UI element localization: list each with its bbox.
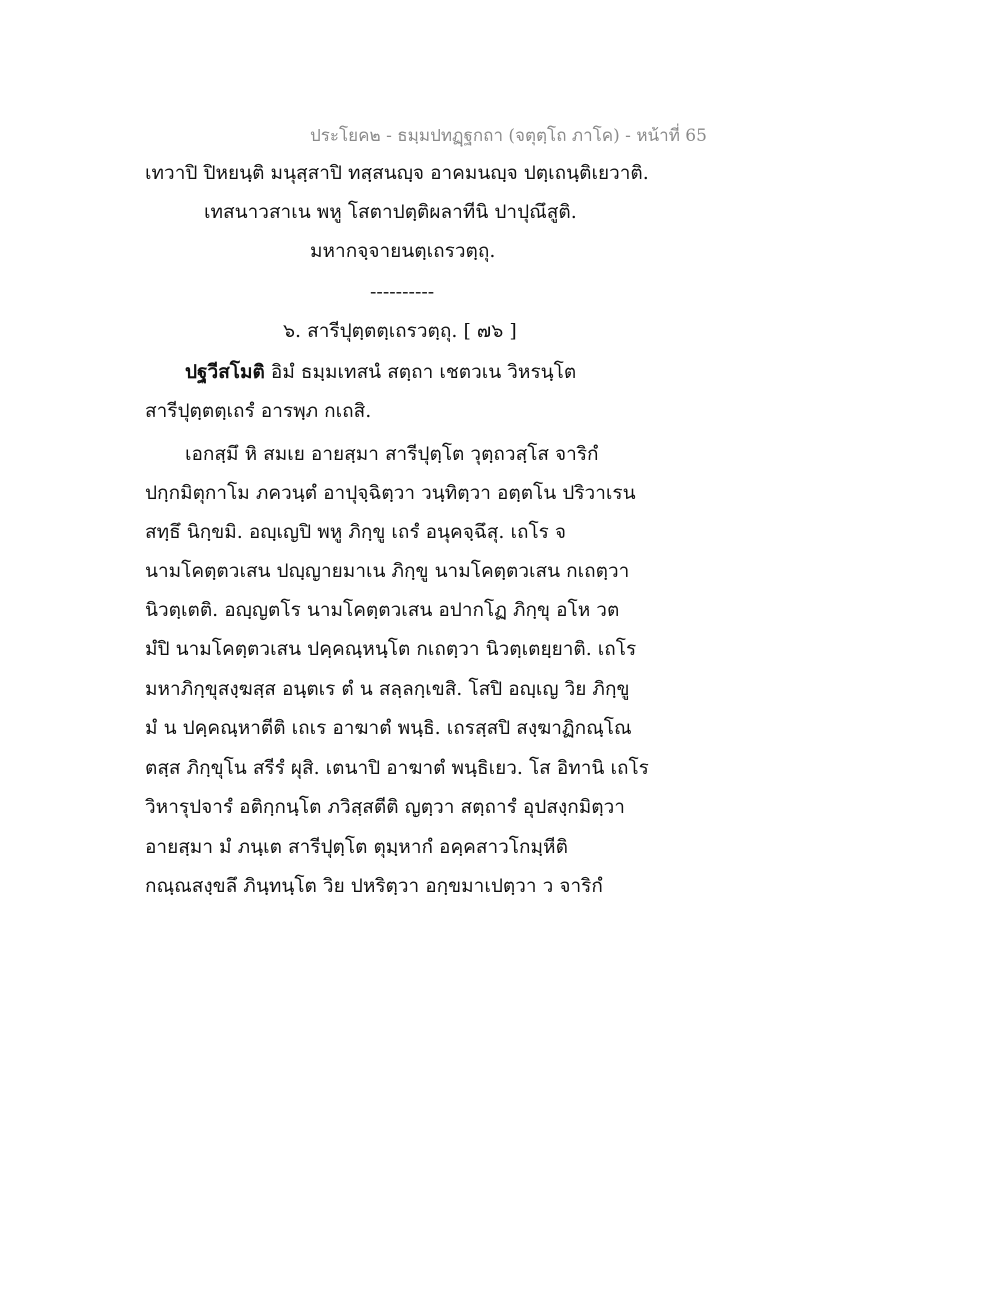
text-line-17: วิหารุปจารํ อติกฺกนฺโต ภวิสฺสตีติ ญตฺวา สตฺถารํ อุปสงฺกมิตฺวา xyxy=(145,796,625,818)
text-line-16: ตสฺส ภิกฺขุโน สรีรํ ผุสิ. เตนาปิ อาฆาตํ พนฺธิเยว. โส อิทานิ เถโร xyxy=(145,757,649,779)
text-line-9: ปกฺกมิตุกาโม ภควนฺตํ อาปุจฺฉิตฺวา วนฺทิตฺวา อตฺตโน ปริวาเรน xyxy=(145,482,636,504)
text-line-6-rest: อิมํ ธมฺมเทสนํ สตฺถา เชตวเน วิหรนฺโต xyxy=(264,361,577,383)
text-line-13: มํปิ นามโคตฺตวเสน ปคฺคณฺหนฺโต กเถตฺวา นิวตฺเตยฺยาติ. เถโร xyxy=(145,638,637,660)
running-header: ประโยค๒ - ธมฺมปทฏฺฐกถา (จตุตฺโถ ภาโค) - หน้าที่ 65 xyxy=(310,126,707,146)
text-line-6 xyxy=(185,359,576,385)
text-line-15: มํ น ปคฺคณฺหาตีติ เถเร อาฆาตํ พนฺธิ. เถรสฺสปิ สงฺฆาฏิกณฺโณ xyxy=(145,717,632,739)
story-end-title: มหากจฺจายนตฺเถรวตฺถุ. xyxy=(310,240,496,262)
text-line-2: เทสนาวสาเน พหู โสตาปตฺติผลาทีนิ ปาปุณึสูติ. xyxy=(204,201,577,223)
text-line-12: นิวตฺเตติ. อญฺญตโร นามโคตฺตวเสน อปากโฏ ภิกฺขุ อโห วต xyxy=(145,599,620,621)
text-line-7: สารีปุตฺตตฺเถรํ อารพฺภ กเถสิ. xyxy=(145,400,372,422)
text-line-8: เอกสฺมึ หิ สมเย อายสฺมา สารีปุตฺโต วุตฺถวสฺโส จาริกํ xyxy=(185,443,599,465)
text-line-10: สทฺธึ นิกฺขมิ. อญฺเญปิ พหู ภิกฺขู เถรํ อนุคจฺฉึสุ. เถโร จ xyxy=(145,521,567,543)
text-line-1: เทวาปิ ปิหยนฺติ มนุสฺสาปิ ทสฺสนญฺจ อาคมนญฺจ ปตฺเถนฺติเยวาติ. xyxy=(145,162,649,184)
section-heading: ๖. สารีปุตฺตตฺเถรวตฺถุ. [ ๗๖ ] xyxy=(283,320,517,342)
text-line-11: นามโคตฺตวเสน ปญฺญายมาเน ภิกฺขู นามโคตฺตวเสน กเถตฺวา xyxy=(145,560,630,582)
text-line-18: อายสฺมา มํ ภนฺเต สารีปุตฺโต ตุมฺหากํ อคฺคสาวโกมฺหีติ xyxy=(145,836,568,858)
section-divider: ---------- xyxy=(370,281,435,303)
verse-keyword: ปฐวีสโมติ xyxy=(185,361,265,383)
text-line-14: มหาภิกฺขุสงฺฆสฺส อนฺตเร ตํ น สลฺลกฺเขสิ. โสปิ อญฺเญ วิย ภิกฺขู xyxy=(145,678,630,700)
text-line-19: กณฺณสงฺขลึ ภินฺทนฺโต วิย ปหริตฺวา อกฺขมาเปตฺวา ว จาริกํ xyxy=(145,875,603,897)
